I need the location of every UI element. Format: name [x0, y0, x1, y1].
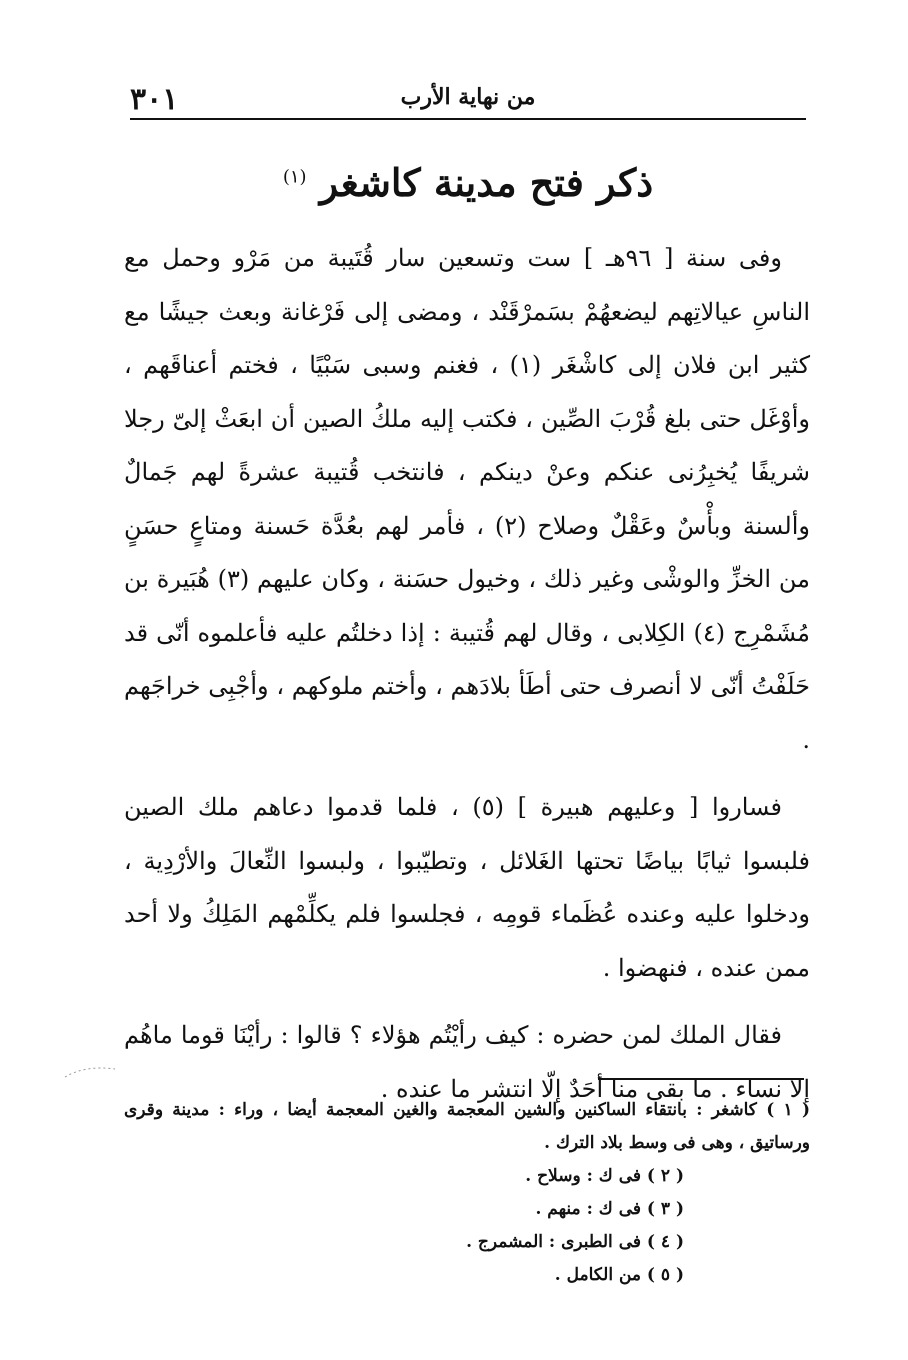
page-number: ٣٠١ [130, 82, 179, 117]
paragraph-2-text: فساروا [ وعليهم هبيرة ] (٥) ، فلما قدموا دعاهم ملك الصين فلبسوا ثيابًا بياضًا تحتها الغَلائل ، وتطيّبوا ، ولبسوا النِّعالَ والأرْدِية ، ودخلوا عليه وعنده عُظَماء قومِه ، فجلسوا فلم يكلِّمْهم المَلِكُ ولا أحد ممن عنده ، فنهضوا . [124, 793, 810, 982]
footnote-4: ( ٤ ) فى الطبرى : المشمرج . [466, 1232, 684, 1252]
running-title: من نهاية الأرب [400, 84, 536, 110]
paragraph-1-text: وفى سنة [ ٩٦هـ ] ست وتسعين سار قُتَيبة من مَرْو وحمل مع الناسِ عيالاتِهم ليضعهُمْ بسَمرْقَنْد ، ومضى إلى فَرْغانة وبعث جيشًا مع كثير ابن فلان إلى كاشْغَر (١) ، فغنم وسبى سَبْيًا ، فختم أعناقَهم ، وأوْغَل حتى بلغ قُرْبَ الصِّين ، فكتب إليه ملكُ الصين أن ابعَثْ إلىّ رجلا شريفًا يُخبِرُنى عنكم وعنْ دينكم ، فانتخب قُتيبة عشرةً لهم جَمالٌ وألسنة وبأْسٌ وعَقْلٌ وصلاح (٢) ، فأمر لهم بعُدَّة حَسنة ومتاعٍ حسَنٍ من الخزِّ والوشْى وغير ذلك ، وخيول حسَنة ، وكان عليهم (٣) هُبَيرة بن مُشَمْرِج (٤) الكِلابى ، وقال لهم قُتيبة : إذا دخلتُم عليه فأعلموه أنّى قد حَلَفْتُ أنّى لا أنصرف حتى أطَأ بلادَهم ، وأختم ملوكهم ، وأجْبِى خراجَهم . [124, 244, 811, 754]
footnote-5: ( ٥ ) من الكامل . [554, 1265, 684, 1285]
paragraph-2 [124, 781, 810, 995]
footnote-2: ( ٢ ) فى ك : وسلاح . [525, 1166, 684, 1186]
running-head [130, 78, 806, 120]
paragraph-1 [124, 232, 810, 767]
paragraph-3-text: فقال الملك لمن حضره : كيف رأيْتُم هؤلاء ؟ قالوا : رأيْنَا قوما ماهُم إلا نساء . ما بقى منا أحَدٌ إلّا انتشر ما عنده . [124, 1021, 810, 1103]
chapter-title [130, 160, 806, 206]
chapter-title-text: ذكر فتح مدينة كاشغر [319, 160, 654, 205]
footnotes [124, 1094, 810, 1292]
scan-smudge-mark [60, 1055, 120, 1085]
body-text [124, 232, 810, 1116]
footnote-divider [598, 1078, 804, 1080]
footnote-1: ( ١ ) كاشغر : بانتقاء الساكنين والشين المعجمة والغين المعجمة أيضا ، وراء : مدينة وقرى ورساتيق ، وهى فى وسط بلاد الترك . [124, 1100, 811, 1153]
chapter-title-footnote-ref: (١) [282, 166, 307, 188]
footnote-3: ( ٣ ) فى ك : منهم . [535, 1199, 684, 1219]
